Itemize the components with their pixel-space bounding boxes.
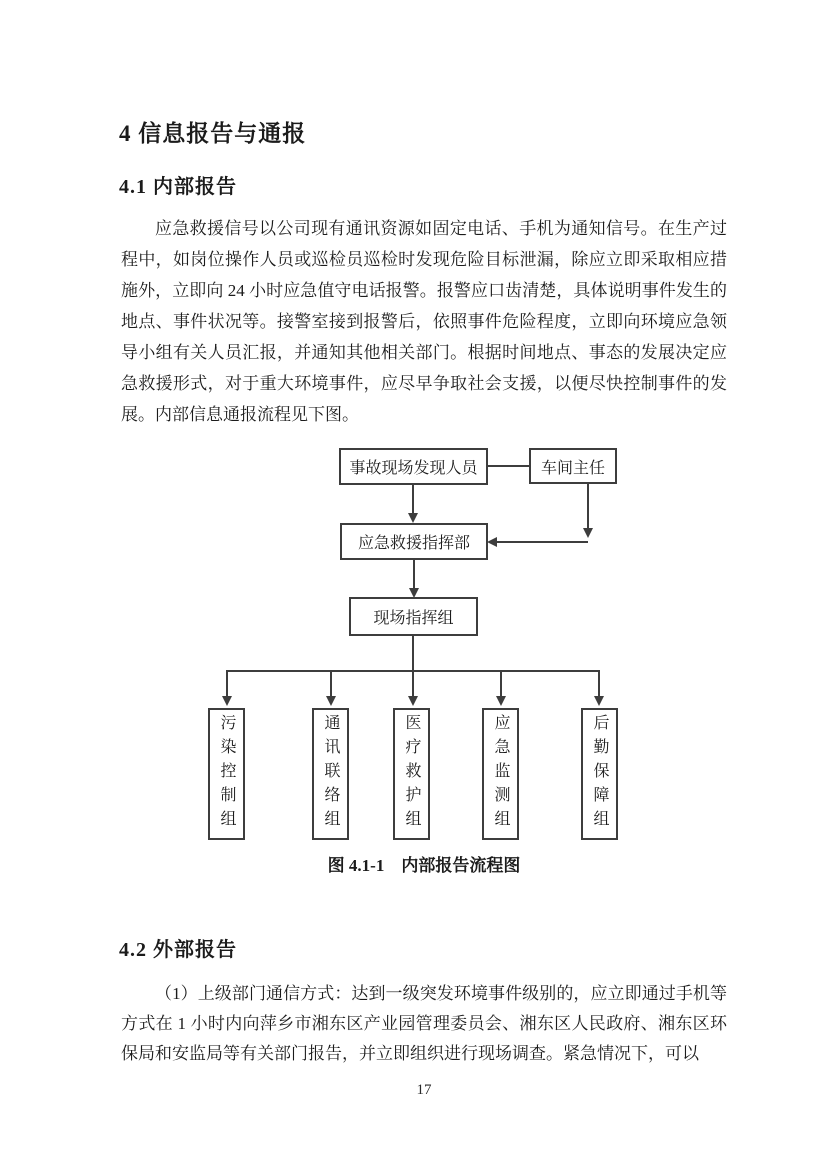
flow-node-workshop-director: 车间主任 <box>529 448 617 484</box>
flow-arrowhead-drop-1 <box>222 696 232 706</box>
flow-node-group-pollution-control <box>208 708 245 840</box>
flow-node-group-label: 污染控制组 <box>218 714 235 834</box>
flow-node-group-logistics-support <box>581 708 618 840</box>
flow-arrowhead-drop-3 <box>408 696 418 706</box>
flow-line-command-to-onsite <box>413 560 415 589</box>
flow-line-director-to-command <box>495 541 588 543</box>
section-heading-4: 4 信息报告与通报 <box>119 121 307 146</box>
section-heading-4-2: 4.2 外部报告 <box>119 939 237 961</box>
flow-line-drop-3 <box>412 671 414 697</box>
flow-node-group-label: 通讯联络组 <box>322 714 339 834</box>
figure-caption: 图 4.1-1 内部报告流程图 <box>327 856 521 875</box>
flow-node-group-label: 应急监测组 <box>492 714 509 834</box>
flow-node-discoverer: 事故现场发现人员 <box>339 448 488 485</box>
flow-line-drop-1 <box>226 671 228 697</box>
flow-line-discoverer-to-command <box>412 485 414 515</box>
page-number: 17 <box>416 1082 432 1098</box>
flow-node-command-center: 应急救援指挥部 <box>340 523 488 560</box>
flow-line-onsite-stub <box>412 636 414 672</box>
flow-node-group-medical-rescue <box>393 708 430 840</box>
flow-node-group-label: 医疗救护组 <box>403 714 420 834</box>
flow-node-group-communication-liaison <box>312 708 349 840</box>
flow-node-group-emergency-monitoring <box>482 708 519 840</box>
flow-line-drop-2 <box>330 671 332 697</box>
flow-arrowhead-drop-4 <box>496 696 506 706</box>
flow-arrowhead-discoverer-to-command <box>408 513 418 523</box>
flow-node-onsite-command: 现场指挥组 <box>349 597 478 636</box>
flow-arrowhead-director-down <box>583 528 593 538</box>
flow-node-group-label: 后勤保障组 <box>591 714 608 834</box>
flow-arrowhead-drop-5 <box>594 696 604 706</box>
flow-line-discoverer-to-director <box>488 465 529 467</box>
section-heading-4-1: 4.1 内部报告 <box>119 176 237 198</box>
paragraph-external-report: （1）上级部门通信方式：达到一级突发环境事件级别的，应立即通过手机等方式在 1 小时内向萍乡市湘东区产业园管理委员会、湘东区人民政府、湘东区环保局和安监局等有关部门报告，并立即组织进行现场调查。紧急情况下，可以 <box>121 984 727 1063</box>
flow-arrowhead-director-to-command <box>487 537 497 547</box>
paragraph-internal-report: 应急救援信号以公司现有通讯资源如固定电话、手机为通知信号。在生产过程中，如岗位操作人员或巡检员巡检时发现危险目标泄漏，除应立即采取相应措施外，立即向 24 小时应急值守电话报警。报警应口齿清楚，具体说明事件发生的地点、事件状况等。接警室接到报警后，依照事件危险程度，立即向环境应急领导小组有关人员汇报，并通知其他相关部门。根据时间地点、事态的发展决定应急救援形式，对于重大环境事件，应尽早争取社会支援，以便尽快控制事件的发展。内部信息通报流程见下图。 <box>121 219 727 424</box>
flow-line-drop-5 <box>598 671 600 697</box>
flow-arrowhead-drop-2 <box>326 696 336 706</box>
flow-line-director-down <box>587 484 589 529</box>
flow-line-drop-4 <box>500 671 502 697</box>
